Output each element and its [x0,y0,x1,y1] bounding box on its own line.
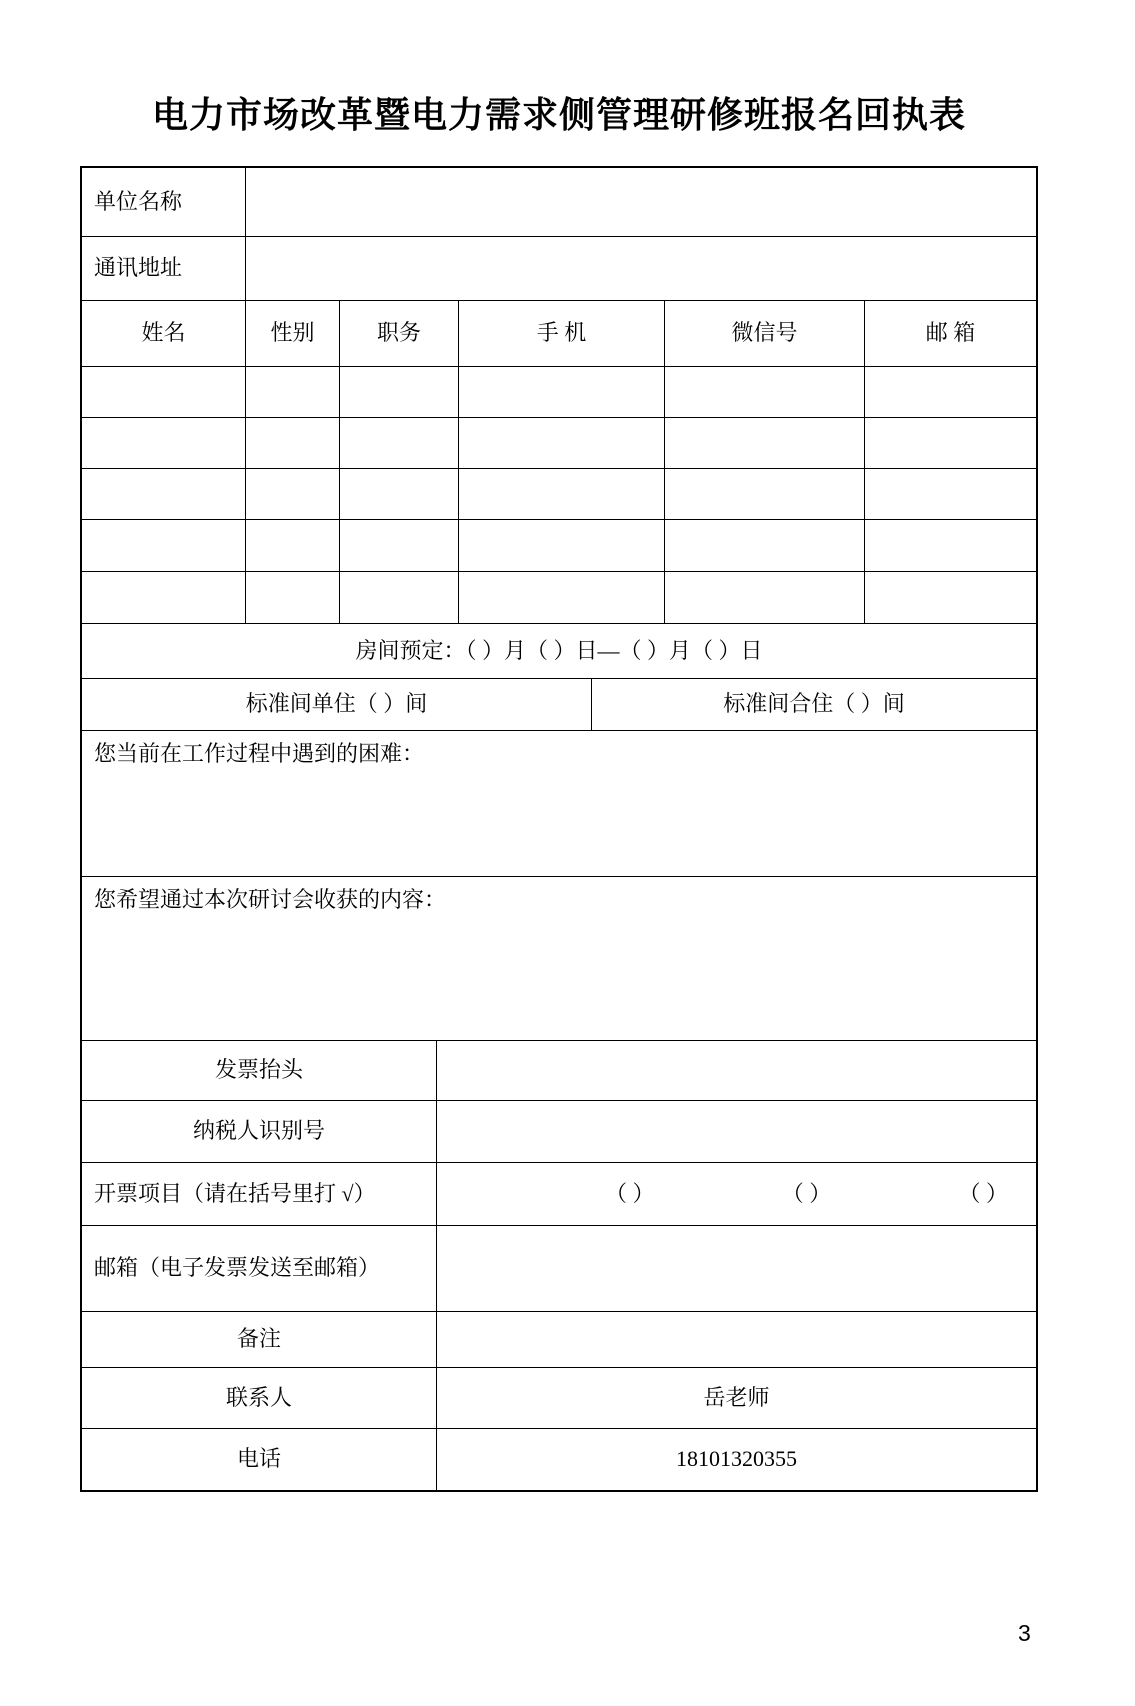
roster-header-name: 姓名 [141,320,186,346]
roster-cell-position[interactable] [339,367,458,417]
roster-cell-name[interactable] [82,469,245,519]
expectations-label: 您希望通过本次研讨会收获的内容： [94,887,447,912]
roster-cell-gender[interactable] [245,367,339,417]
address-row [82,236,1036,300]
invoice-email-label: 邮箱（电子发票发送至邮箱） [94,1255,381,1281]
roster-cell-name[interactable] [82,418,245,468]
roster-header-email: 邮 箱 [864,301,1036,366]
phone-value: 18101320355 [436,1429,1036,1490]
registration-form-table [80,166,1038,1492]
invoice-item-row [82,1162,1036,1225]
address-input-cell[interactable] [245,237,1036,300]
remarks-input-cell[interactable] [436,1312,1036,1367]
expectations-row [82,876,1036,1040]
roster-cell-position[interactable] [339,572,458,623]
invoice-item-option-2[interactable]: （ ） [781,1180,832,1206]
roster-cell-wechat[interactable] [664,520,864,571]
invoice-item-label: 开票项目（请在括号里打 √） [94,1180,376,1206]
room-single-option[interactable]: 标准间单住（ ）间 [245,691,428,717]
difficulties-label: 您当前在工作过程中遇到的困难： [94,741,425,766]
unit-name-row [82,168,1036,236]
roster-header-mobile: 手 机 [458,301,664,366]
roster-cell-mobile[interactable] [458,572,664,623]
roster-cell-gender[interactable] [245,520,339,571]
expectations-input-cell[interactable] [82,877,1036,1040]
roster-cell-mobile[interactable] [458,520,664,571]
room-booking-row [82,623,1036,678]
roster-cell-name[interactable] [82,367,245,417]
roster-cell-email[interactable] [864,572,1036,623]
roster-cell-mobile[interactable] [458,418,664,468]
roster-cell-wechat[interactable] [664,418,864,468]
address-label: 通讯地址 [94,255,183,281]
roster-cell-wechat[interactable] [664,469,864,519]
roster-cell-gender[interactable] [245,418,339,468]
invoice-title-label: 发票抬头 [214,1057,303,1083]
roster-cell-name[interactable] [82,572,245,623]
phone-row [82,1428,1036,1490]
invoice-item-option-3[interactable]: （ ） [958,1180,1008,1206]
form-title: 电力市场改革暨电力需求侧管理研修班报名回执表 [151,95,966,135]
roster-cell-email[interactable] [864,367,1036,417]
roster-row [82,571,1036,623]
roster-row [82,519,1036,571]
roster-cell-name[interactable] [82,520,245,571]
roster-row [82,417,1036,468]
unit-name-label: 单位名称 [94,188,183,214]
contact-label: 联系人 [225,1384,292,1410]
unit-name-input-cell[interactable] [245,168,1036,236]
roster-cell-mobile[interactable] [458,469,664,519]
roster-row [82,366,1036,417]
roster-cell-gender[interactable] [245,572,339,623]
difficulties-input-cell[interactable] [82,731,1036,876]
phone-label: 电话 [236,1446,281,1472]
room-booking-text[interactable]: 房间预定：（ ）月（ ）日—（ ）月（ ）日 [355,637,763,663]
roster-cell-position[interactable] [339,469,458,519]
roster-cell-email[interactable] [864,520,1036,571]
remarks-row [82,1311,1036,1367]
taxpayer-id-input-cell[interactable] [436,1101,1036,1162]
roster-cell-email[interactable] [864,418,1036,468]
taxpayer-id-row [82,1100,1036,1162]
page-number: 3 [1018,1620,1031,1646]
roster-cell-gender[interactable] [245,469,339,519]
invoice-title-row [82,1040,1036,1100]
roster-header-wechat: 微信号 [664,301,864,366]
roster-cell-wechat[interactable] [664,367,864,417]
invoice-item-option-1[interactable]: （ ） [605,1180,655,1206]
room-shared-option[interactable]: 标准间合住（ ）间 [591,679,1036,730]
roster-cell-mobile[interactable] [458,367,664,417]
roster-cell-position[interactable] [339,418,458,468]
roster-row [82,468,1036,519]
taxpayer-id-label: 纳税人识别号 [192,1118,325,1144]
roster-header-position: 职务 [339,301,458,366]
remarks-label: 备注 [236,1326,281,1352]
invoice-item-options-cell [436,1163,1036,1225]
roster-header-gender: 性别 [245,301,339,366]
difficulties-row [82,730,1036,876]
roster-cell-email[interactable] [864,469,1036,519]
roster-cell-wechat[interactable] [664,572,864,623]
roster-header-row [82,300,1036,366]
room-type-row [82,678,1036,730]
contact-value: 岳老师 [436,1368,1036,1428]
roster-cell-position[interactable] [339,520,458,571]
invoice-title-input-cell[interactable] [436,1041,1036,1100]
invoice-email-row [82,1225,1036,1311]
contact-row [82,1367,1036,1428]
invoice-email-input-cell[interactable] [436,1226,1036,1311]
